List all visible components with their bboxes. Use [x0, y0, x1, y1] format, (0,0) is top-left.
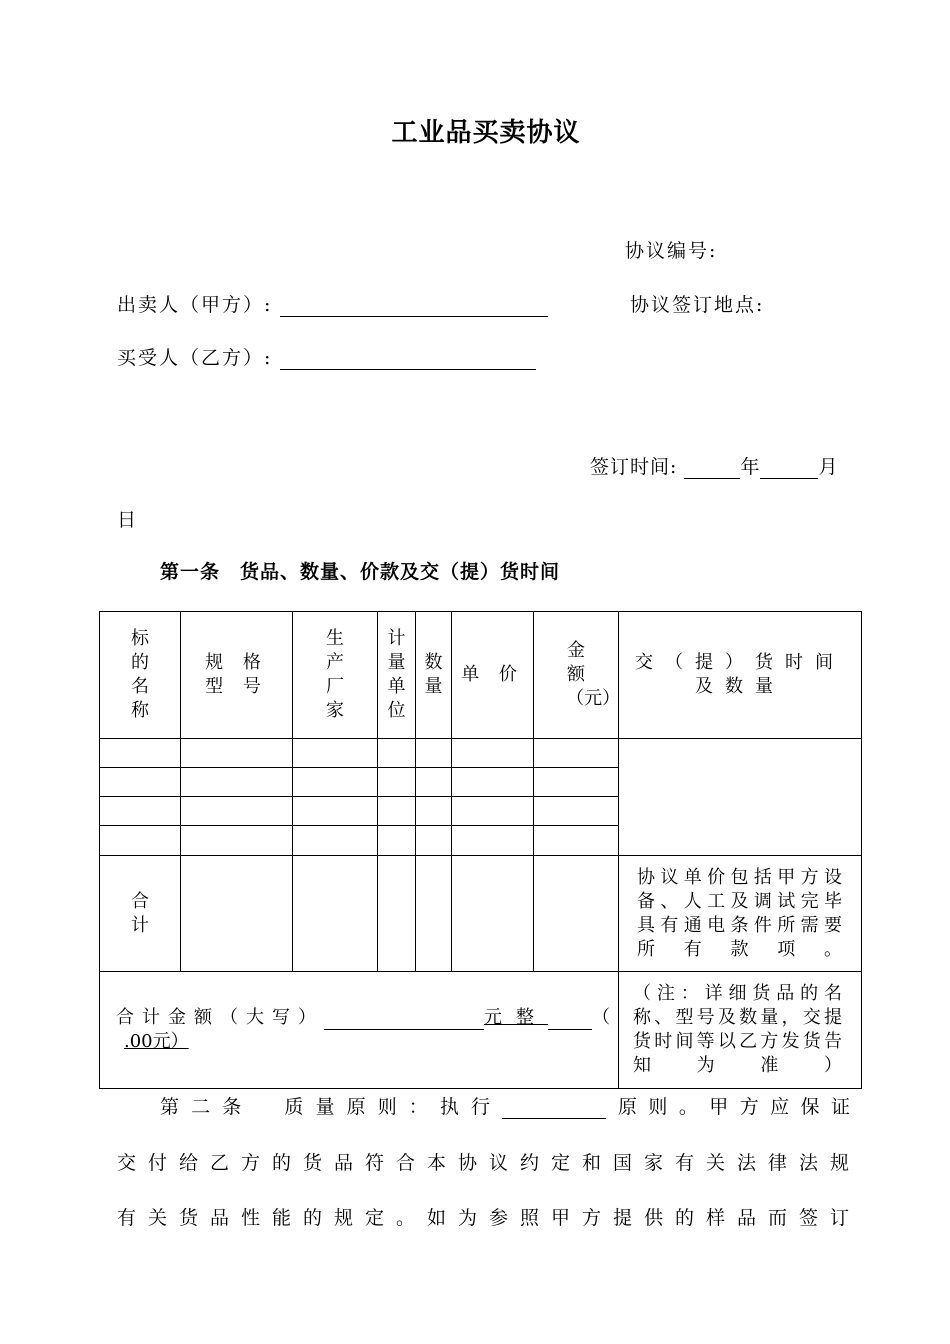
total-row: [100, 856, 862, 972]
amount-paren: （: [592, 1007, 610, 1028]
article2-line3: 有关货品性能的规定。如为参照甲方提供的样品而签订: [117, 1207, 849, 1229]
article1-heading: 第一条 货品、数量、价款及交（提）货时间: [160, 561, 561, 583]
amount-yuan: 元整: [484, 1007, 548, 1028]
total-label: 合计: [100, 856, 181, 972]
delivery-cell[interactable]: [619, 739, 862, 856]
agreement-no-label: 协议编号:: [625, 240, 718, 262]
table-row: [100, 739, 862, 768]
header-delivery: 交（提）货时间及数量: [619, 612, 862, 739]
seller-row: [117, 290, 548, 317]
amount-number: .00元）: [124, 1031, 189, 1052]
header-maker: 生产厂家: [293, 612, 378, 739]
buyer-row: [117, 343, 536, 370]
goods-table: [99, 611, 862, 1089]
remark-cell: （注：详细货品的名称、型号及数量，交提货时间等以乙方发货告知为准）: [619, 972, 862, 1089]
header-unit: 计量单位: [378, 612, 416, 739]
article2-after-blank: 原则。甲方应保证: [618, 1096, 850, 1118]
amount-words-label: 合计金额（大写）: [116, 1007, 324, 1028]
buyer-blank[interactable]: [280, 349, 536, 370]
header-price: 单 价: [452, 612, 534, 739]
total-note: 协议单价包括甲方设备、人工及调试完毕具有通电条件所需要所有款项。: [619, 856, 862, 972]
amount-words-blank[interactable]: [324, 1013, 484, 1030]
article2-line1: [160, 1092, 850, 1119]
signing-time-label: 签订时间:: [590, 456, 678, 478]
year-blank[interactable]: [684, 458, 740, 479]
article2-line2: 交付给乙方的货品符合本协议约定和国家有关法律法规: [117, 1152, 849, 1174]
seller-blank[interactable]: [280, 296, 548, 317]
article2-lead: 第二条 质量原则：执行: [160, 1096, 490, 1118]
quality-standard-blank[interactable]: [502, 1098, 606, 1119]
month-blank[interactable]: [760, 458, 818, 479]
month-label: 月: [818, 456, 839, 478]
signing-time-row: [590, 452, 838, 479]
amount-words-row: [100, 972, 862, 1089]
signing-place-label: 协议签订地点:: [630, 294, 765, 316]
day-label: 日: [117, 509, 139, 531]
amount-words-cell: [100, 972, 619, 1089]
header-name: 标的名称: [100, 612, 181, 739]
seller-label: 出卖人（甲方）:: [117, 294, 273, 316]
year-label: 年: [740, 456, 761, 478]
table-header-row: [100, 612, 862, 739]
header-spec: 规 格 型 号: [181, 612, 293, 739]
header-amount: 金额（元）: [534, 612, 619, 739]
document-title: 工业品买卖协议: [391, 118, 581, 148]
buyer-label: 买受人（乙方）:: [117, 347, 273, 369]
header-qty: 数量: [416, 612, 452, 739]
